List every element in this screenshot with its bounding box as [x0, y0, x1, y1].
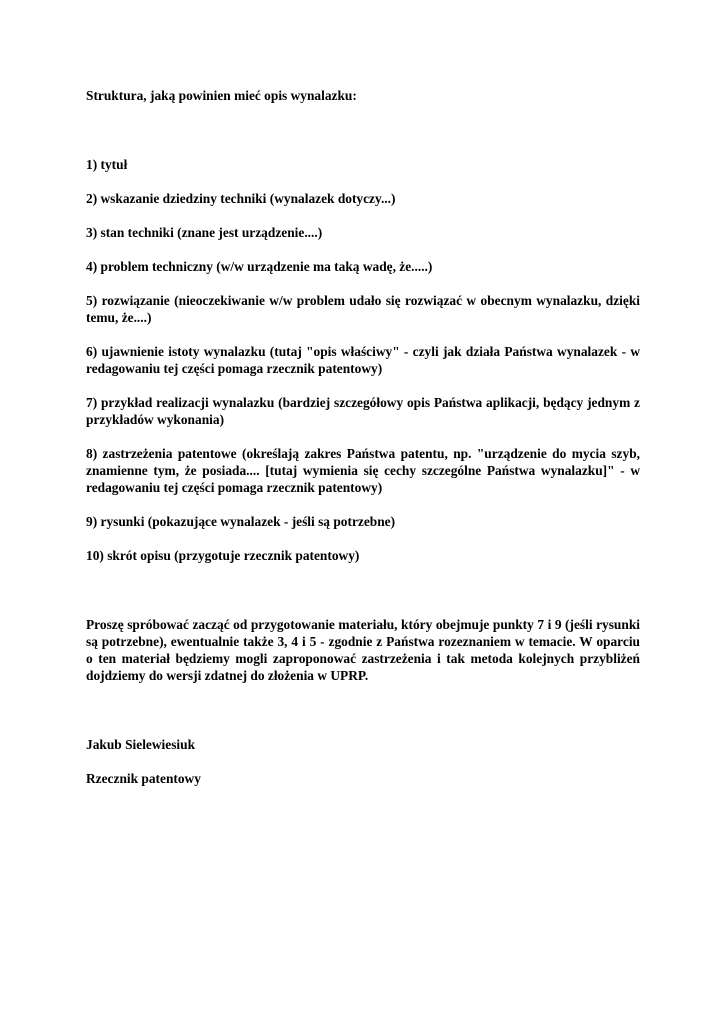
signature-name: Jakub Sielewiesiuk	[86, 737, 196, 752]
list-item-2: 2) wskazanie dziedziny techniki (wynalazek dotyczy...)	[86, 191, 396, 206]
list-item-4: 4) problem techniczny (w/w urządzenie ma taką wadę, że.....)	[86, 259, 433, 274]
list-item-10: 10) skrót opisu (przygotuje rzecznik patentowy)	[86, 548, 360, 563]
document-body	[86, 87, 640, 787]
list-item-3: 3) stan techniki (znane jest urządzenie....)	[86, 225, 323, 240]
list-item-9: 9) rysunki (pokazujące wynalazek - jeśli są potrzebne)	[86, 514, 396, 529]
list-item-8: 8) zastrzeżenia patentowe (określają zakres Państwa patentu, np. "urządzenie do mycia szyb, znamienne tym, że posiada.... [tutaj wymienia się cechy szczególne Państwa wynalazku]" - w redagowaniu tej części pomaga rzecznik patentowy)	[86, 446, 640, 495]
document-heading: Struktura, jaką powinien mieć opis wynalazku:	[86, 88, 357, 103]
signature-title: Rzecznik patentowy	[86, 771, 201, 786]
list-item-1: 1) tytuł	[86, 157, 128, 172]
closing-paragraph: Proszę spróbować zacząć od przygotowanie materiału, który obejmuje punkty 7 i 9 (jeśli rysunki są potrzebne), ewentualnie także 3, 4 i 5 - zgodnie z Państwa rozeznaniem w temacie. W oparciu o ten materiał będziemy mogli zaproponować zastrzeżenia i tak metoda kolejnych przybliżeń dojdziemy do wersji zdatnej do złożenia w UPRP.	[86, 617, 640, 683]
list-item-7: 7) przykład realizacji wynalazku (bardziej szczegółowy opis Państwa aplikacji, będący jednym z przykładów wykonania)	[86, 395, 640, 427]
list-item-5: 5) rozwiązanie (nieoczekiwanie w/w problem udało się rozwiązać w obecnym wynalazku, dzięki temu, że....)	[86, 293, 640, 325]
list-item-6: 6) ujawnienie istoty wynalazku (tutaj "opis właściwy" - czyli jak działa Państwa wynalazek - w redagowaniu tej części pomaga rzecznik patentowy)	[86, 344, 640, 376]
